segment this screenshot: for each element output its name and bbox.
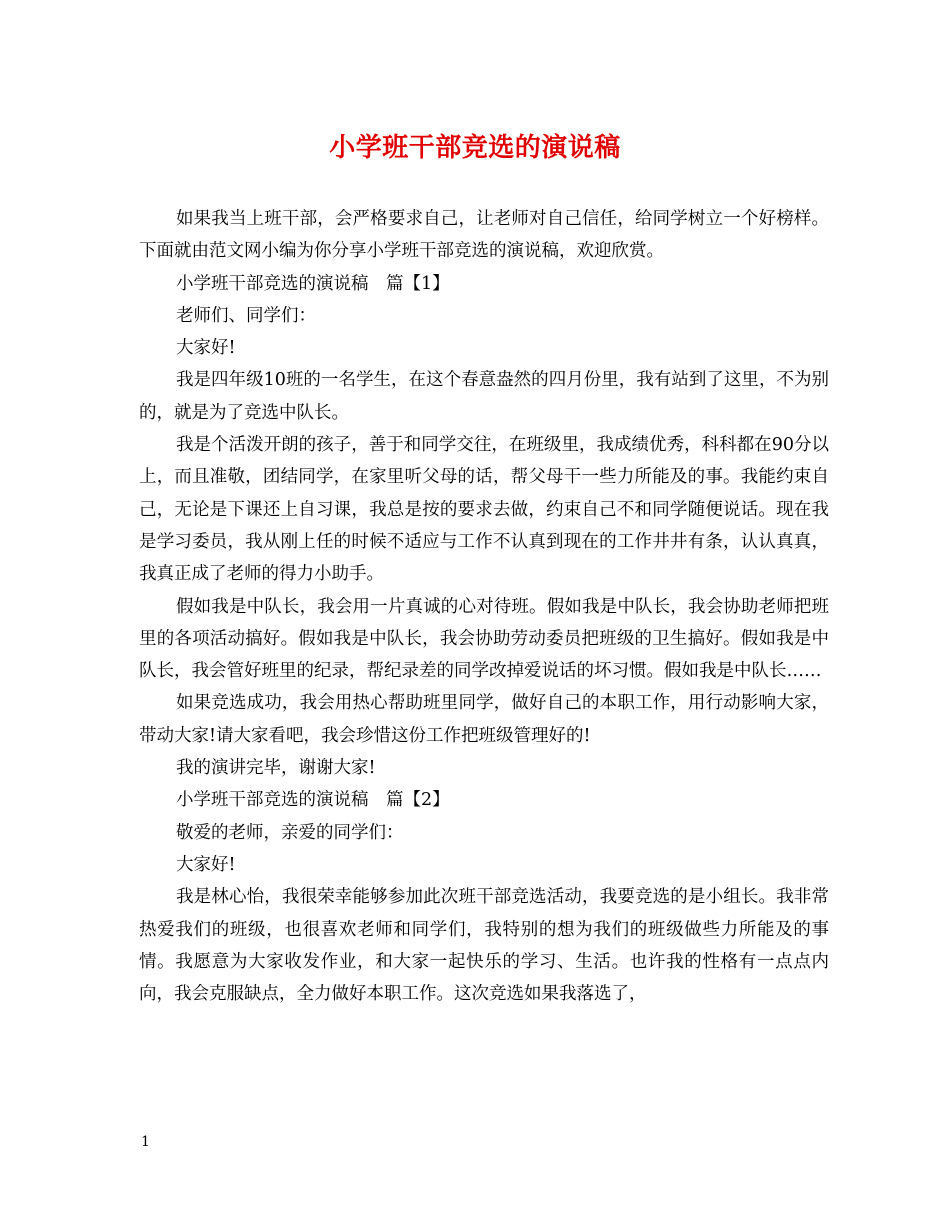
paragraph-intro: 如果我当上班干部，会严格要求自己，让老师对自己信任，给同学树立一个好榜样。下面就由范文网小编为你分享小学班干部竞选的演说稿，欢迎欣赏。	[139, 209, 829, 262]
paragraph: 我是林心怡，我很荣幸能够参加此次班干部竞选活动，我要竞选的是小组长。我非常热爱我们的班级，也很喜欢老师和同学们，我特别的想为我们的班级做些力所能及的事情。我愿意为大家收发作业，和大家一起快乐的学习、生活。也许我的性格有一点点内向，我会克服缺点，全力做好本职工作。这次竞选如果我落选了，	[139, 887, 829, 1005]
paragraph: 我是四年级10班的一名学生，在这个春意盎然的四月份里，我有站到了这里，不为别的，就是为了竞选中队长。	[139, 370, 829, 423]
page-number: 1	[141, 1134, 150, 1150]
paragraph: 我是个活泼开朗的孩子，善于和同学交往，在班级里，我成绩优秀，科科都在90分以上，而且准敬，团结同学，在家里听父母的话，帮父母干一些力所能及的事。我能约束自己，无论是下课还上自习课，我总是按的要求去做，约束自己不和同学随便说话。现在我是学习委员，我从刚上任的时候不适应与工作不认真到现在的工作井井有条，认认真真，我真正成了老师的得力小助手。	[139, 435, 829, 585]
document-body	[139, 203, 829, 1010]
document-title: 小学班干部竞选的演说稿	[329, 133, 621, 163]
paragraph: 假如我是中队长，我会用一片真诚的心对待班。假如我是中队长，我会协助老师把班里的各项活动搞好。假如我是中队长，我会协助劳动委员把班级的卫生搞好。假如我是中队长，我会管好班里的纪录，帮纪录差的同学改掉爱说话的坏习惯。假如我是中队长……	[139, 596, 829, 682]
salutation-2: 敬爱的老师，亲爱的同学们：	[176, 822, 404, 843]
section-heading-2: 小学班干部竞选的演说稿 篇【2】	[176, 790, 450, 811]
closing-1: 我的演讲完毕，谢谢大家!	[176, 758, 376, 779]
section-heading-1: 小学班干部竞选的演说稿 篇【1】	[176, 273, 450, 294]
paragraph: 如果竞选成功，我会用热心帮助班里同学，做好自己的本职工作，用行动影响大家，带动大家!请大家看吧，我会珍惜这份工作把班级管理好的!	[139, 693, 829, 746]
salutation-1: 老师们、同学们：	[176, 305, 316, 326]
greeting-2: 大家好!	[176, 854, 236, 875]
greeting-1: 大家好!	[176, 338, 236, 359]
